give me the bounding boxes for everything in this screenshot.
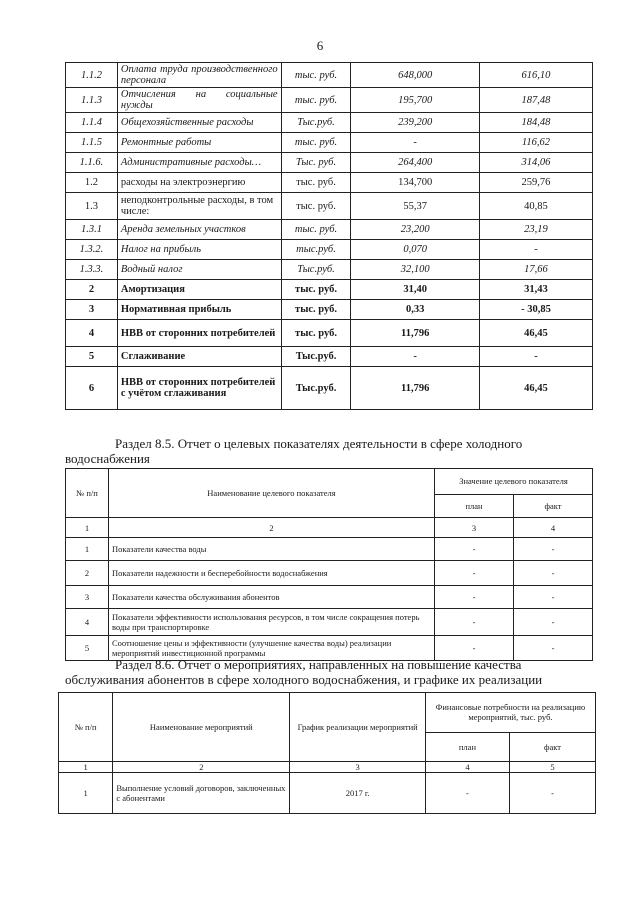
row-unit: тыс. руб.	[281, 173, 351, 193]
section-8-6-title-line2: обслуживания абонентов в сфере холодного водоснабжения, и графике их реализации	[65, 672, 543, 687]
row-number: 1.1.3	[66, 88, 118, 113]
table-row	[66, 320, 593, 347]
indicator-fact: -	[514, 609, 593, 636]
table-row	[66, 193, 593, 220]
indicator-plan: -	[435, 538, 514, 561]
row-name: неподконтрольные расходы, в том числе:	[117, 193, 281, 220]
row-plan-value: 31,40	[351, 280, 479, 300]
table-row	[66, 586, 593, 609]
row-plan-value: 134,700	[351, 173, 479, 193]
measure-name: Выполнение условий договоров, заключенных с абонентами	[113, 773, 290, 814]
cost-table	[65, 62, 593, 410]
t2-colnum: 2	[109, 518, 435, 538]
row-number: 1.3.3.	[66, 260, 118, 280]
table-row	[66, 300, 593, 320]
t3-colnum: 2	[113, 762, 290, 773]
row-number: 1.3.2.	[66, 240, 118, 260]
row-fact-value: 40,85	[479, 193, 592, 220]
indicator-number: 5	[66, 636, 109, 661]
t3-colnum: 5	[509, 762, 595, 773]
t2-colnum: 1	[66, 518, 109, 538]
row-name: Общехозяйственные расходы	[117, 113, 281, 133]
table-row	[66, 153, 593, 173]
row-number: 1.1.6.	[66, 153, 118, 173]
indicator-fact: -	[514, 636, 593, 661]
row-plan-value: -	[351, 133, 479, 153]
indicator-plan: -	[435, 586, 514, 609]
row-plan-value: 264,400	[351, 153, 479, 173]
row-fact-value: 31,43	[479, 280, 592, 300]
row-fact-value: 17,66	[479, 260, 592, 280]
row-name: Нормативная прибыль	[117, 300, 281, 320]
row-plan-value: 11,796	[351, 320, 479, 347]
row-name: Сглаживание	[117, 347, 281, 367]
row-unit: тыс. руб.	[281, 133, 351, 153]
section-8-5-title-line2: водоснабжения	[65, 451, 150, 466]
row-number: 6	[66, 367, 118, 410]
row-unit: тыс. руб.	[281, 63, 351, 88]
row-unit: тыс. руб.	[281, 300, 351, 320]
measure-schedule: 2017 г.	[290, 773, 426, 814]
t3-colnum: 1	[59, 762, 113, 773]
row-number: 1.1.4	[66, 113, 118, 133]
row-fact-value: 616,10	[479, 63, 592, 88]
table-row	[66, 133, 593, 153]
row-name: НВВ от сторонних потребителей	[117, 320, 281, 347]
row-plan-value: 0,070	[351, 240, 479, 260]
row-plan-value: 11,796	[351, 367, 479, 410]
table-row	[66, 240, 593, 260]
measure-number: 1	[59, 773, 113, 814]
row-name: Налог на прибыль	[117, 240, 281, 260]
row-number: 5	[66, 347, 118, 367]
t2-header-fact: факт	[514, 494, 593, 517]
row-name: Ремонтные работы	[117, 133, 281, 153]
t2-colnum: 3	[435, 518, 514, 538]
row-name: Аренда земельных участков	[117, 220, 281, 240]
indicator-fact: -	[514, 538, 593, 561]
row-number: 1.1.2	[66, 63, 118, 88]
t3-colnum: 4	[425, 762, 509, 773]
row-fact-value: 46,45	[479, 367, 592, 410]
row-fact-value: -	[479, 347, 592, 367]
section-8-6-title-line1: Раздел 8.6. Отчет о мероприятиях, направленных на повышение качества	[115, 657, 522, 672]
t2-colnum: 4	[514, 518, 593, 538]
table-row	[66, 561, 593, 586]
t3-header-name: Наименование мероприятий	[113, 693, 290, 762]
t2-header-name: Наименование целевого показателя	[109, 469, 435, 518]
row-plan-value: 195,700	[351, 88, 479, 113]
row-fact-value: 187,48	[479, 88, 592, 113]
row-plan-value: 239,200	[351, 113, 479, 133]
row-unit: тыс. руб.	[281, 220, 351, 240]
row-fact-value: - 30,85	[479, 300, 592, 320]
table-row	[66, 367, 593, 410]
row-name: НВВ от сторонних потребителей с учётом сглаживания	[117, 367, 281, 410]
row-plan-value: 55,37	[351, 193, 479, 220]
table-row	[66, 88, 593, 113]
row-name: Амортизация	[117, 280, 281, 300]
row-name: Отчисления на социальные нужды	[117, 88, 281, 113]
row-unit: Тыс. руб.	[281, 153, 351, 173]
indicator-number: 1	[66, 538, 109, 561]
row-unit: Тыс.руб.	[281, 367, 351, 410]
table-row	[66, 347, 593, 367]
indicator-name: Показатели надежности и бесперебойности водоснабжения	[109, 561, 435, 586]
row-name: Водный налог	[117, 260, 281, 280]
row-number: 1.3.1	[66, 220, 118, 240]
indicator-plan: -	[435, 561, 514, 586]
row-fact-value: 259,76	[479, 173, 592, 193]
row-unit: тыс. руб.	[281, 193, 351, 220]
row-plan-value: 23,200	[351, 220, 479, 240]
table-row	[66, 220, 593, 240]
indicator-fact: -	[514, 561, 593, 586]
row-unit: тыс. руб.	[281, 280, 351, 300]
indicator-fact: -	[514, 586, 593, 609]
row-plan-value: 32,100	[351, 260, 479, 280]
t2-header-num: № п/п	[66, 469, 109, 518]
row-unit: Тыс.руб.	[281, 260, 351, 280]
row-fact-value: 184,48	[479, 113, 592, 133]
row-number: 1.1.5	[66, 133, 118, 153]
row-plan-value: 0,33	[351, 300, 479, 320]
t3-header-fact: факт	[509, 732, 595, 761]
indicator-name: Показатели качества обслуживания абонентов	[109, 586, 435, 609]
row-number: 4	[66, 320, 118, 347]
row-fact-value: -	[479, 240, 592, 260]
table-row	[66, 260, 593, 280]
t2-header-value: Значение целевого показателя	[435, 469, 593, 495]
row-fact-value: 116,62	[479, 133, 592, 153]
row-number: 3	[66, 300, 118, 320]
section-8-6-title	[65, 657, 593, 687]
t3-header-num: № п/п	[59, 693, 113, 762]
row-unit: Тыс.руб.	[281, 113, 351, 133]
row-number: 2	[66, 280, 118, 300]
measure-fact: -	[509, 773, 595, 814]
target-indicators-table	[65, 468, 593, 661]
t3-colnum: 3	[290, 762, 426, 773]
t3-header-schedule: График реализации мероприятий	[290, 693, 426, 762]
indicator-plan: -	[435, 636, 514, 661]
measure-plan: -	[425, 773, 509, 814]
row-unit: тыс. руб.	[281, 320, 351, 347]
row-fact-value: 314,06	[479, 153, 592, 173]
row-unit: тыс. руб.	[281, 88, 351, 113]
indicator-number: 4	[66, 609, 109, 636]
row-plan-value: 648,000	[351, 63, 479, 88]
row-fact-value: 46,45	[479, 320, 592, 347]
t3-header-plan: план	[425, 732, 509, 761]
section-8-5-title	[65, 436, 593, 466]
row-name: расходы на электроэнергию	[117, 173, 281, 193]
page-number: 6	[316, 38, 324, 53]
table-row	[66, 538, 593, 561]
table-row	[66, 173, 593, 193]
row-plan-value: -	[351, 347, 479, 367]
indicator-plan: -	[435, 609, 514, 636]
table-row	[66, 609, 593, 636]
indicator-number: 2	[66, 561, 109, 586]
row-number: 1.2	[66, 173, 118, 193]
row-unit: Тыс.руб.	[281, 347, 351, 367]
table-row	[66, 280, 593, 300]
row-fact-value: 23,19	[479, 220, 592, 240]
row-name: Оплата труда производственного персонала	[117, 63, 281, 88]
section-8-5-title-line1: Раздел 8.5. Отчет о целевых показателях деятельности в сфере холодного	[115, 436, 523, 451]
indicator-name: Показатели эффективности использования ресурсов, в том числе сокращения потерь воды при транспортировке	[109, 609, 435, 636]
row-number: 1.3	[66, 193, 118, 220]
table-row	[66, 113, 593, 133]
table-row	[59, 773, 596, 814]
table-row	[66, 63, 593, 88]
t3-header-finance: Финансовые потребности на реализацию мероприятий, тыс. руб.	[425, 693, 595, 733]
indicator-name: Показатели качества воды	[109, 538, 435, 561]
measures-table	[58, 692, 596, 814]
row-unit: тыс.руб.	[281, 240, 351, 260]
t2-header-plan: план	[435, 494, 514, 517]
indicator-number: 3	[66, 586, 109, 609]
row-name: Административные расходы…	[117, 153, 281, 173]
indicator-name: Соотношение цены и эффективности (улучшение качества воды) реализации мероприятий инвестиционной программы	[109, 636, 435, 661]
